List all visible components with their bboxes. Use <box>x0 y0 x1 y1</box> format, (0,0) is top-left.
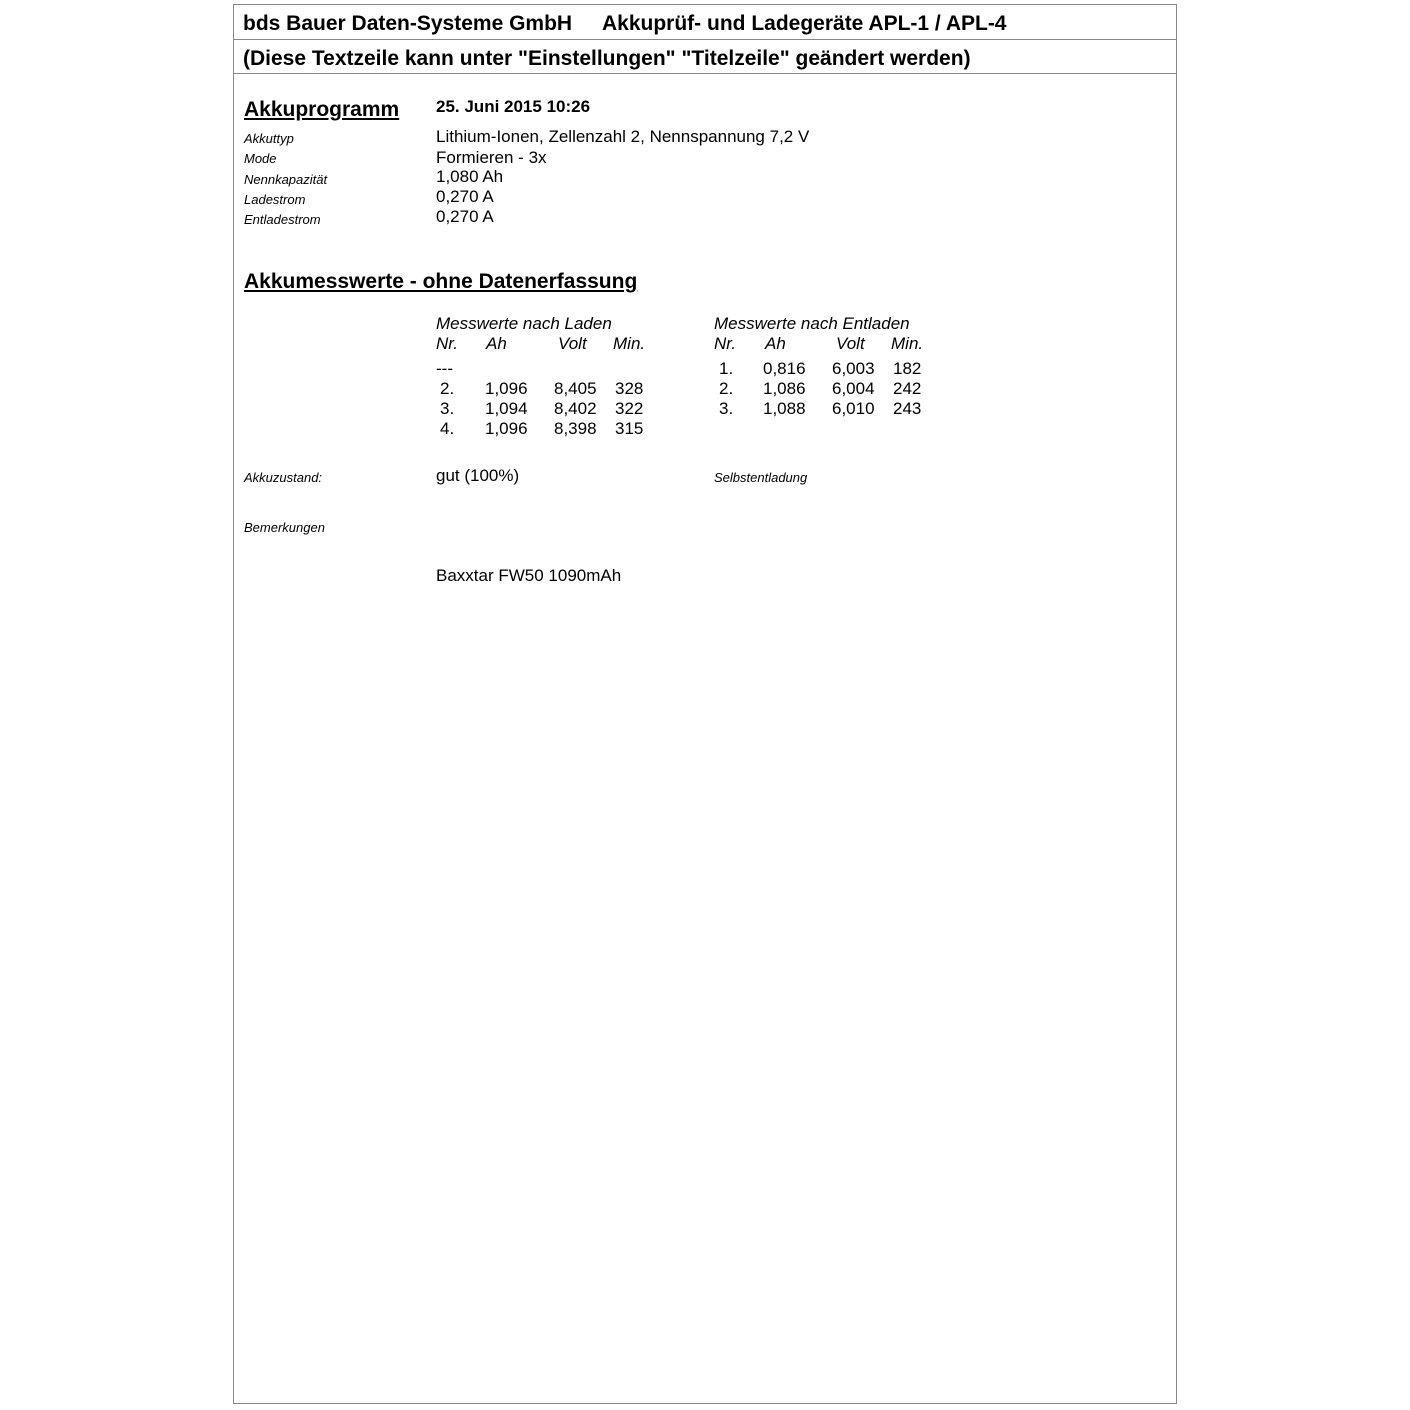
discharge-cell-volt: 6,003 <box>832 359 875 378</box>
field-label-mode: Mode <box>244 151 277 166</box>
field-value-mode: Formieren - 3x <box>436 148 547 167</box>
charge-cell-volt: 8,405 <box>554 379 597 398</box>
discharge-cell-min: 243 <box>893 399 922 418</box>
discharge-cell-ah: 1,088 <box>763 399 806 418</box>
charge-placeholder: --- <box>436 359 453 378</box>
charge-cell-volt: 8,398 <box>554 419 597 438</box>
field-value-ladestrom: 0,270 A <box>436 187 494 206</box>
charge-cell-nr: 2. <box>440 379 455 398</box>
program-title: Akkuprogramm <box>244 98 400 121</box>
discharge-cell-min: 242 <box>893 379 922 398</box>
document-page <box>233 4 1177 1404</box>
charge-col-volt: Volt <box>558 334 587 353</box>
program-datetime: 25. Juni 2015 10:26 <box>436 97 591 116</box>
condition-value: gut (100%) <box>436 466 520 485</box>
discharge-cell-volt: 6,004 <box>832 379 875 398</box>
discharge-cell-volt: 6,010 <box>832 399 875 418</box>
field-label-akkutyp: Akkuttyp <box>244 131 294 146</box>
charge-col-ah: Ah <box>486 334 507 353</box>
discharge-col-nr: Nr. <box>714 334 737 353</box>
field-value-nennkapazitaet: 1,080 Ah <box>436 167 504 186</box>
charge-cell-ah: 1,096 <box>485 419 528 438</box>
remarks-label: Bemerkungen <box>244 520 325 535</box>
charge-heading: Messwerte nach Laden <box>436 314 612 333</box>
company-name: bds Bauer Daten-Systeme GmbH <box>243 12 573 35</box>
discharge-heading: Messwerte nach Entladen <box>714 314 910 333</box>
field-value-entladestrom: 0,270 A <box>436 207 494 226</box>
charge-cell-min: 315 <box>615 419 644 438</box>
selfdischarge-label: Selbstentladung <box>714 470 808 485</box>
header-subtitle: (Diese Textzeile kann unter "Einstellungen" "Titelzeile" geändert werden) <box>243 47 971 70</box>
discharge-cell-min: 182 <box>893 359 922 378</box>
charge-cell-min: 328 <box>615 379 644 398</box>
discharge-cell-nr: 2. <box>719 379 734 398</box>
condition-label: Akkuzustand: <box>244 470 323 485</box>
field-label-ladestrom: Ladestrom <box>244 192 306 207</box>
discharge-col-volt: Volt <box>836 334 865 353</box>
discharge-col-ah: Ah <box>765 334 786 353</box>
charge-cell-volt: 8,402 <box>554 399 597 418</box>
charge-cell-nr: 4. <box>440 419 455 438</box>
charge-cell-nr: 3. <box>440 399 455 418</box>
header-divider-2 <box>234 73 1176 74</box>
charge-cell-ah: 1,094 <box>485 399 528 418</box>
discharge-cell-ah: 0,816 <box>763 359 806 378</box>
discharge-cell-ah: 1,086 <box>763 379 806 398</box>
discharge-cell-nr: 1. <box>719 359 734 378</box>
field-label-entladestrom: Entladestrom <box>244 212 321 227</box>
discharge-col-min: Min. <box>891 334 924 353</box>
charge-cell-min: 322 <box>615 399 644 418</box>
field-value-akkutyp: Lithium-Ionen, Zellenzahl 2, Nennspannung 7,2 V <box>436 127 810 146</box>
product-title: Akkuprüf- und Ladegeräte APL-1 / APL-4 <box>602 12 1007 35</box>
charge-col-min: Min. <box>613 334 646 353</box>
header-divider-1 <box>234 39 1176 40</box>
remarks-text: Baxxtar FW50 1090mAh <box>436 566 622 585</box>
measurements-title: Akkumesswerte - ohne Datenerfassung <box>244 270 638 293</box>
charge-cell-ah: 1,096 <box>485 379 528 398</box>
discharge-cell-nr: 3. <box>719 399 734 418</box>
charge-col-nr: Nr. <box>436 334 459 353</box>
field-label-nennkapazitaet: Nennkapazität <box>244 172 328 187</box>
